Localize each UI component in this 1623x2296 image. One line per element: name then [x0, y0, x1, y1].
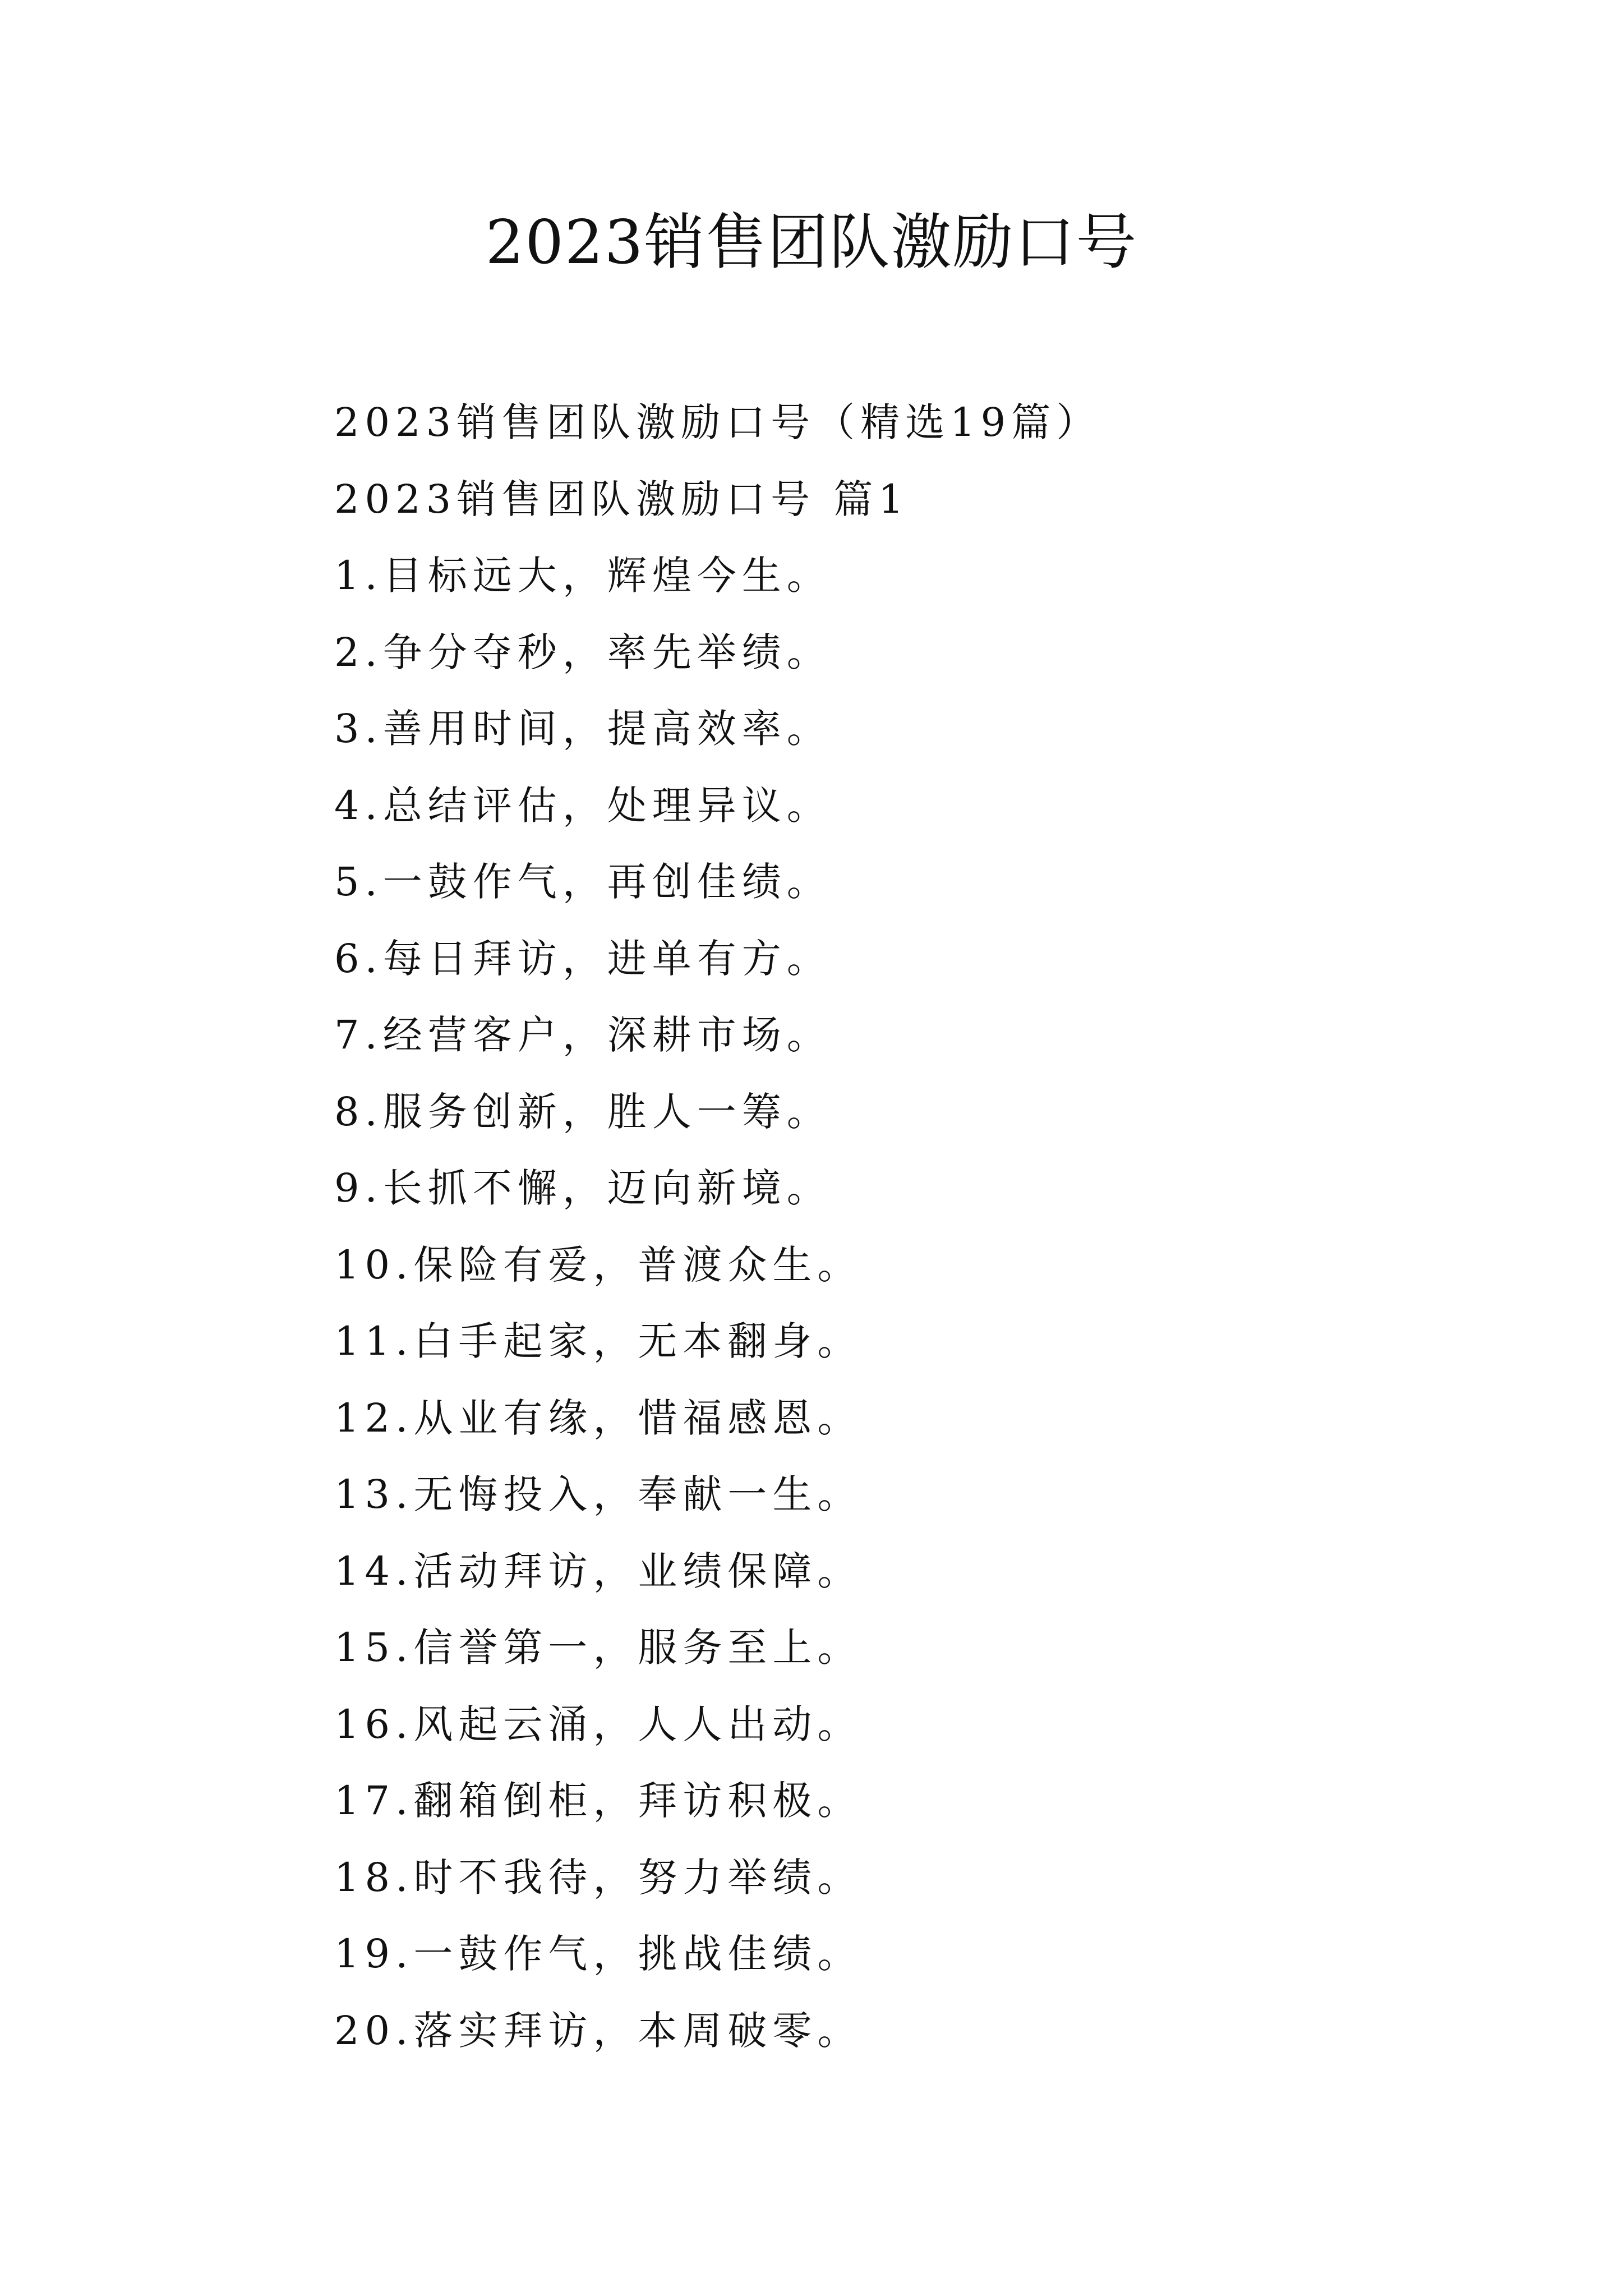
subtitle-line: 2023销售团队激励口号（精选19篇） — [334, 399, 1101, 445]
slogan-line: 6.每日拜访，进单有方。 — [334, 935, 832, 982]
slogan-line: 18.时不我待，努力举绩。 — [334, 1854, 863, 1901]
slogan-line: 12.从业有缘，惜福感恩。 — [334, 1395, 863, 1441]
slogan-line: 1.目标远大，辉煌今生。 — [334, 553, 832, 599]
slogan-line: 17.翻箱倒柜，拜访积极。 — [334, 1778, 863, 1824]
slogan-line: 13.无悔投入，奉献一生。 — [334, 1471, 863, 1517]
slogan-line: 19.一鼓作气，挑战佳绩。 — [334, 1931, 863, 1977]
slogan-line: 10.保险有爱，普渡众生。 — [334, 1241, 863, 1288]
slogan-line: 11.白手起家，无本翻身。 — [334, 1318, 863, 1364]
slogan-line: 4.总结评估，处理异议。 — [334, 782, 832, 829]
slogan-line: 16.风起云涌，人人出动。 — [334, 1701, 863, 1747]
document-title: 2023销售团队激励口号 — [485, 208, 1138, 278]
section-heading: 2023销售团队激励口号 篇1 — [334, 476, 909, 522]
slogan-line: 2.争分夺秒，率先举绩。 — [334, 629, 832, 675]
slogan-line: 7.经营客户，深耕市场。 — [334, 1012, 832, 1058]
slogan-line: 8.服务创新，胜人一筹。 — [334, 1088, 832, 1135]
slogan-line: 5.一鼓作气，再创佳绩。 — [334, 859, 832, 905]
slogan-line: 15.信誉第一，服务至上。 — [334, 1625, 863, 1671]
slogan-line: 9.长抓不懈，迈向新境。 — [334, 1165, 832, 1211]
slogan-line: 14.活动拜访，业绩保障。 — [334, 1548, 863, 1594]
slogan-line: 3.善用时间，提高效率。 — [334, 706, 832, 752]
slogan-line: 20.落实拜访，本周破零。 — [334, 2007, 863, 2054]
document-body — [334, 384, 1568, 2069]
